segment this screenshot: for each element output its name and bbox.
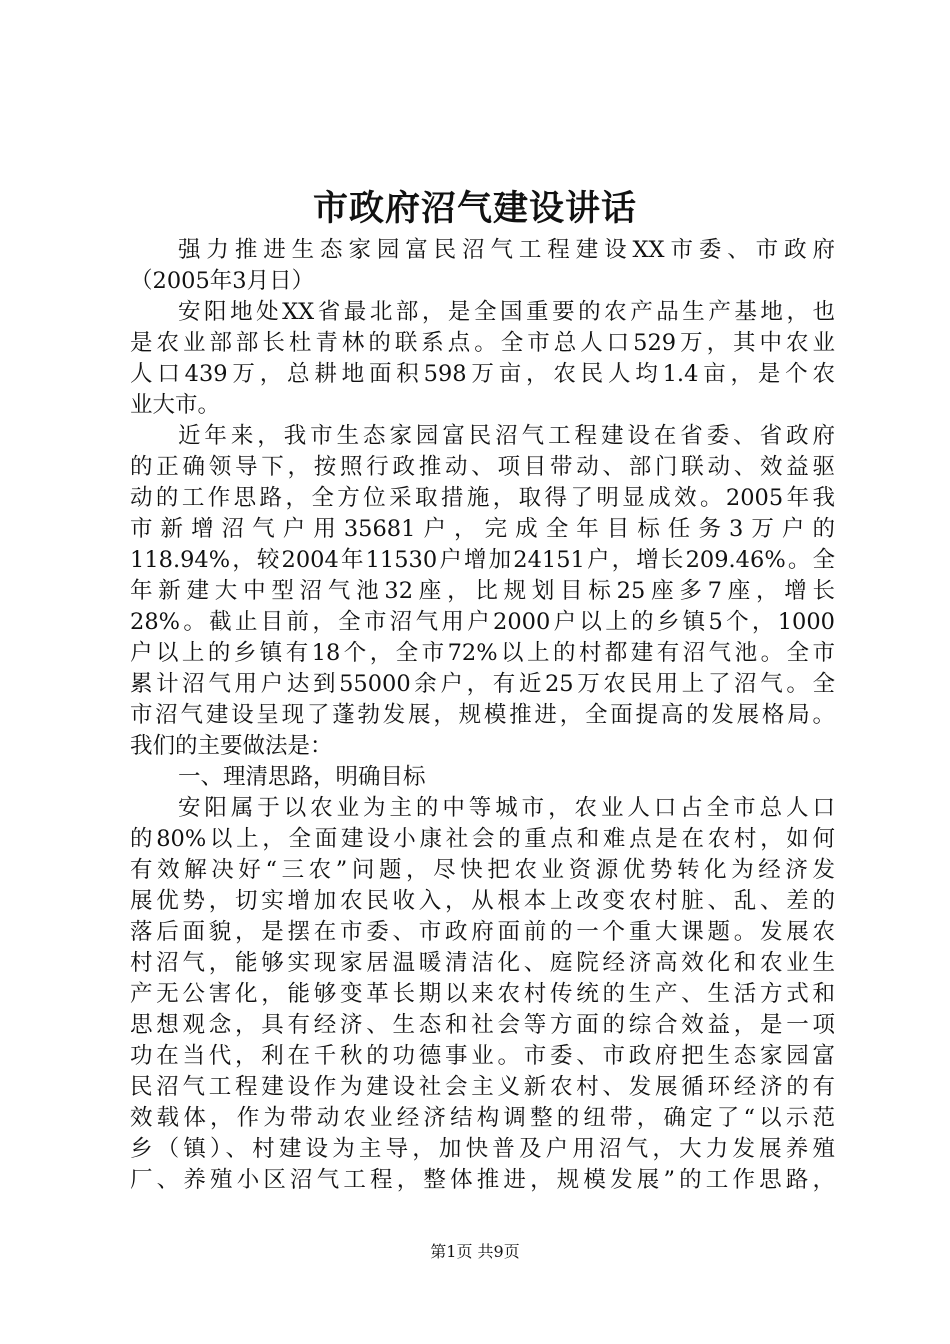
text-line: 市新增沼气户用35681户，完成全年目标任务3万户的	[130, 516, 835, 542]
text-line: 118.94%，较2004年11530户增加24151户，增长209.46%。全	[130, 547, 835, 573]
text-line: 市沼气建设呈现了蓬勃发展，规模推进，全面提高的发展格局。	[130, 702, 835, 728]
text-line: 我们的主要做法是：	[130, 733, 333, 759]
text-line: （2005年3月日）	[130, 268, 315, 294]
text-line: 民沼气工程建设作为建设社会主义新农村、发展循环经济的有	[130, 1074, 835, 1100]
text-line: 户以上的乡镇有18个，全市72%以上的村都建有沼气池。全市	[130, 640, 835, 666]
page-footer: 第1页 共9页	[430, 1242, 520, 1261]
text-line: 累计沼气用户达到55000余户，有近25万农民用上了沼气。全	[130, 671, 835, 697]
text-line: 厂、养殖小区沼气工程，整体推进，规模发展”的工作思路，	[130, 1167, 835, 1193]
text-line: 产无公害化，能够变革长期以来农村传统的生产、生活方式和	[130, 981, 835, 1007]
text-line: 28%。截止目前，全市沼气用户2000户以上的乡镇5个，1000	[130, 609, 835, 635]
text-line: 的80%以上，全面建设小康社会的重点和难点是在农村，如何	[130, 826, 835, 852]
text-line: 功在当代，利在千秋的功德事业。市委、市政府把生态家园富	[130, 1043, 835, 1069]
text-line: 安阳地处XX省最北部，是全国重要的农产品生产基地，也	[178, 299, 835, 325]
text-line: 安阳属于以农业为主的中等城市，农业人口占全市总人口	[178, 795, 835, 821]
text-line: 动的工作思路，全方位采取措施，取得了明显成效。2005年我	[130, 485, 835, 511]
text-line: 思想观念，具有经济、生态和社会等方面的综合效益，是一项	[130, 1012, 835, 1038]
text-line: 业大市。	[130, 392, 221, 418]
document-body	[130, 235, 835, 1196]
text-line: 是农业部部长杜青林的联系点。全市总人口529万，其中农业	[130, 330, 835, 356]
text-line: 人口439万，总耕地面积598万亩，农民人均1.4亩，是个农	[130, 361, 835, 387]
text-line: 的正确领导下，按照行政推动、项目带动、部门联动、效益驱	[130, 454, 835, 480]
text-line: 年新建大中型沼气池32座，比规划目标25座多7座，增长	[130, 578, 835, 604]
text-line: 村沼气，能够实现家居温暖清洁化、庭院经济高效化和农业生	[130, 950, 835, 976]
text-line: 乡（镇）、村建设为主导，加快普及户用沼气，大力发展养殖	[130, 1136, 835, 1162]
text-line: 有效解决好“三农”问题，尽快把农业资源优势转化为经济发	[130, 857, 835, 883]
text-line: 强力推进生态家园富民沼气工程建设XX市委、市政府	[178, 237, 835, 263]
text-line: 一、理清思路，明确目标	[178, 764, 426, 790]
text-line: 落后面貌，是摆在市委、市政府面前的一个重大课题。发展农	[130, 919, 835, 945]
text-line: 近年来，我市生态家园富民沼气工程建设在省委、省政府	[178, 423, 835, 449]
text-line: 效载体，作为带动农业经济结构调整的纽带，确定了“以示范	[130, 1105, 835, 1131]
text-line: 展优势，切实增加农民收入，从根本上改变农村脏、乱、差的	[130, 888, 835, 914]
document-title: 市政府沼气建设讲话	[312, 188, 637, 229]
